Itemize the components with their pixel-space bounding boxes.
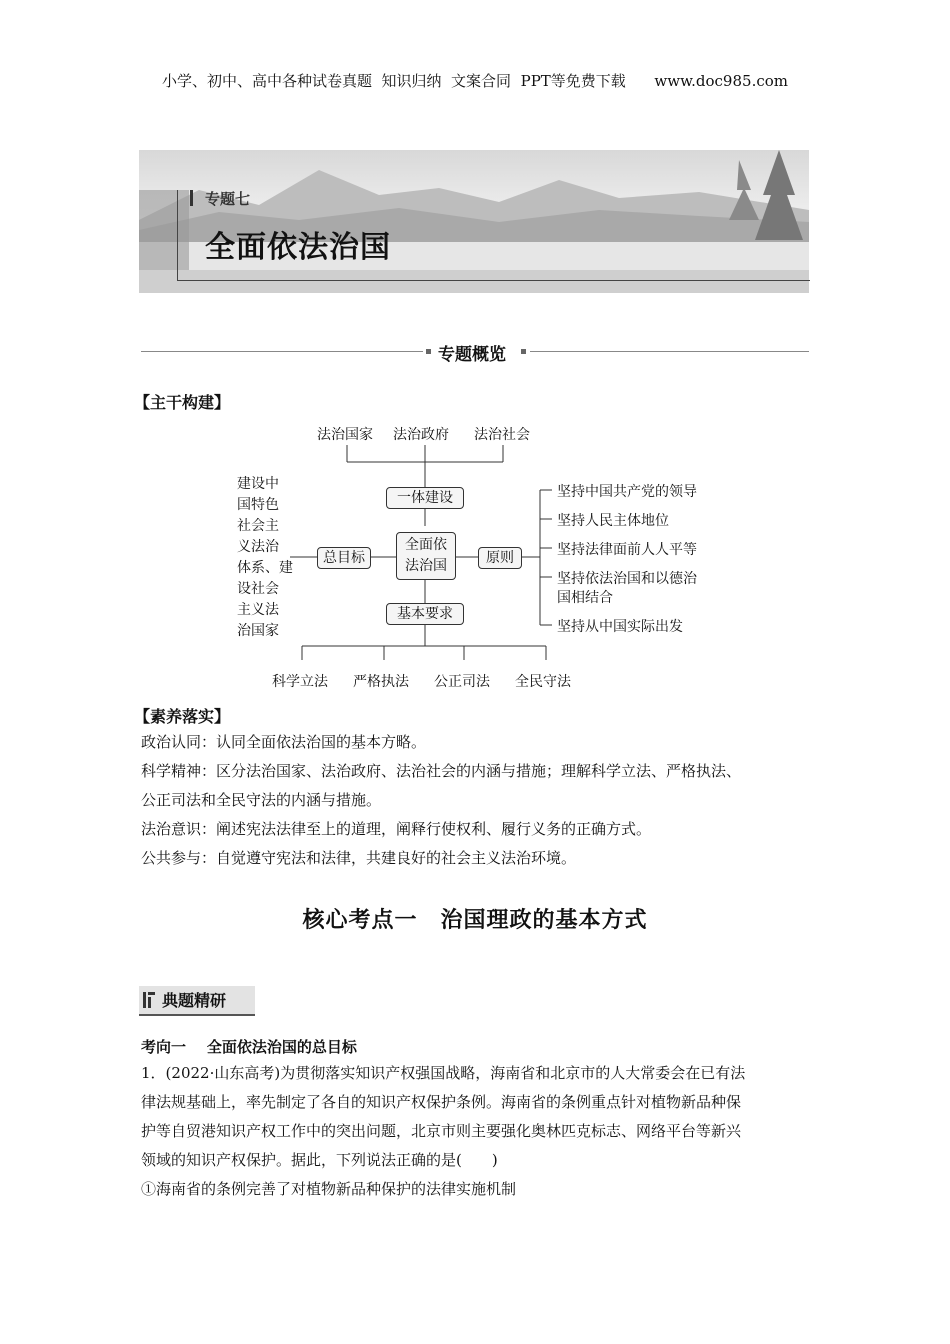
bottom-item-strict-enforcement: 严格执法 [353, 674, 409, 690]
basic-requirements-box: 基本要求 [386, 603, 464, 625]
literacy-line: 公正司法和全民守法的内涵与措施。 [141, 791, 382, 809]
literacy-list [141, 728, 821, 873]
concept-diagram [230, 420, 730, 700]
overview-title: 专题概览 [438, 345, 506, 365]
bottom-item-fair-justice: 公正司法 [434, 674, 490, 690]
literacy-line: 法治意识：阐述宪法法律至上的道理，阐释行使权利、履行义务的正确方式。 [141, 820, 652, 838]
principles-box: 原则 [478, 547, 522, 569]
goal-line: 建设中 [237, 476, 279, 492]
topic-title: 全面依法治国 [205, 230, 391, 265]
center-line-1: 全面依 [405, 537, 447, 553]
tag-icon [143, 992, 155, 1008]
goal-line: 设社会 [237, 581, 279, 597]
principle-item: 坚持人民主体地位 [557, 513, 669, 529]
question-line: 护等自贸港知识产权工作中的突出问题，北京市则主要强化奥林匹克标志、网络平台等新兴 [141, 1122, 742, 1140]
literacy-line: 政治认同：认同全面依法治国的基本方略。 [141, 733, 427, 751]
question-1 [141, 1059, 821, 1204]
overview-marker-right [521, 349, 526, 354]
bottom-item-law-abiding-citizens: 全民守法 [515, 674, 571, 690]
question-line: 领域的知识产权保护。据此，下列说法正确的是( ) [141, 1151, 498, 1169]
banner-tick [190, 190, 193, 206]
goal-line: 体系、建 [237, 560, 293, 576]
integrated-construction-box: 一体建设 [386, 487, 464, 509]
goal-line: 义法治 [237, 539, 279, 555]
core-point-title: 核心考点一 治国理政的基本方式 [302, 907, 648, 933]
question-line: 1．(2022·山东高考)为贯彻落实知识产权强国战略，海南省和北京市的人大常委会在已有法 [141, 1064, 746, 1082]
section-tag-label: 典题精研 [162, 991, 227, 1010]
option-1: ①海南省的条例完善了对植物新品种保护的法律实施机制 [141, 1180, 517, 1198]
principle-item-continued: 国相结合 [557, 590, 613, 606]
top-item-rule-of-law-society: 法治社会 [474, 427, 530, 443]
principle-item: 坚持依法治国和以德治 [557, 571, 697, 587]
general-goal-text [237, 474, 293, 642]
literacy-heading: 【素养落实】 [134, 707, 231, 726]
overview-rule-right [530, 351, 809, 352]
principle-item: 坚持法律面前人人平等 [557, 542, 697, 558]
center-line-2: 法治国 [405, 558, 447, 574]
site-header: 小学、初中、高中各种试卷真题 知识归纳 文案合同 PPT等免费下载 www.doc985.com [161, 72, 788, 90]
exam-direction: 考向一 全面依法治国的总目标 [141, 1038, 357, 1056]
literacy-line: 科学精神：区分法治国家、法治政府、法治社会的内涵与措施；理解科学立法、严格执法、 [141, 762, 742, 780]
principle-item: 坚持中国共产党的领导 [557, 484, 697, 500]
topic-number: 专题七 [205, 190, 251, 208]
top-item-rule-of-law-country: 法治国家 [317, 427, 373, 443]
literacy-line: 公共参与：自觉遵守宪法和法律，共建良好的社会主义法治环境。 [141, 849, 577, 867]
overview-marker-left [426, 349, 431, 354]
principle-item: 坚持从中国实际出发 [557, 619, 683, 635]
goal-line: 主义法 [237, 602, 279, 618]
goal-line: 国特色 [237, 497, 279, 513]
structure-heading: 【主干构建】 [134, 393, 231, 412]
goal-line: 治国家 [237, 623, 279, 639]
goal-line: 社会主 [237, 518, 279, 534]
general-goal-box: 总目标 [317, 547, 371, 569]
overview-rule-left [141, 351, 423, 352]
center-box [396, 532, 456, 580]
bottom-item-scientific-legislation: 科学立法 [272, 674, 328, 690]
top-item-rule-of-law-government: 法治政府 [393, 427, 449, 443]
question-line: 律法规基础上，率先制定了各自的知识产权保护条例。海南省的条例重点针对植物新品种保 [141, 1093, 742, 1111]
